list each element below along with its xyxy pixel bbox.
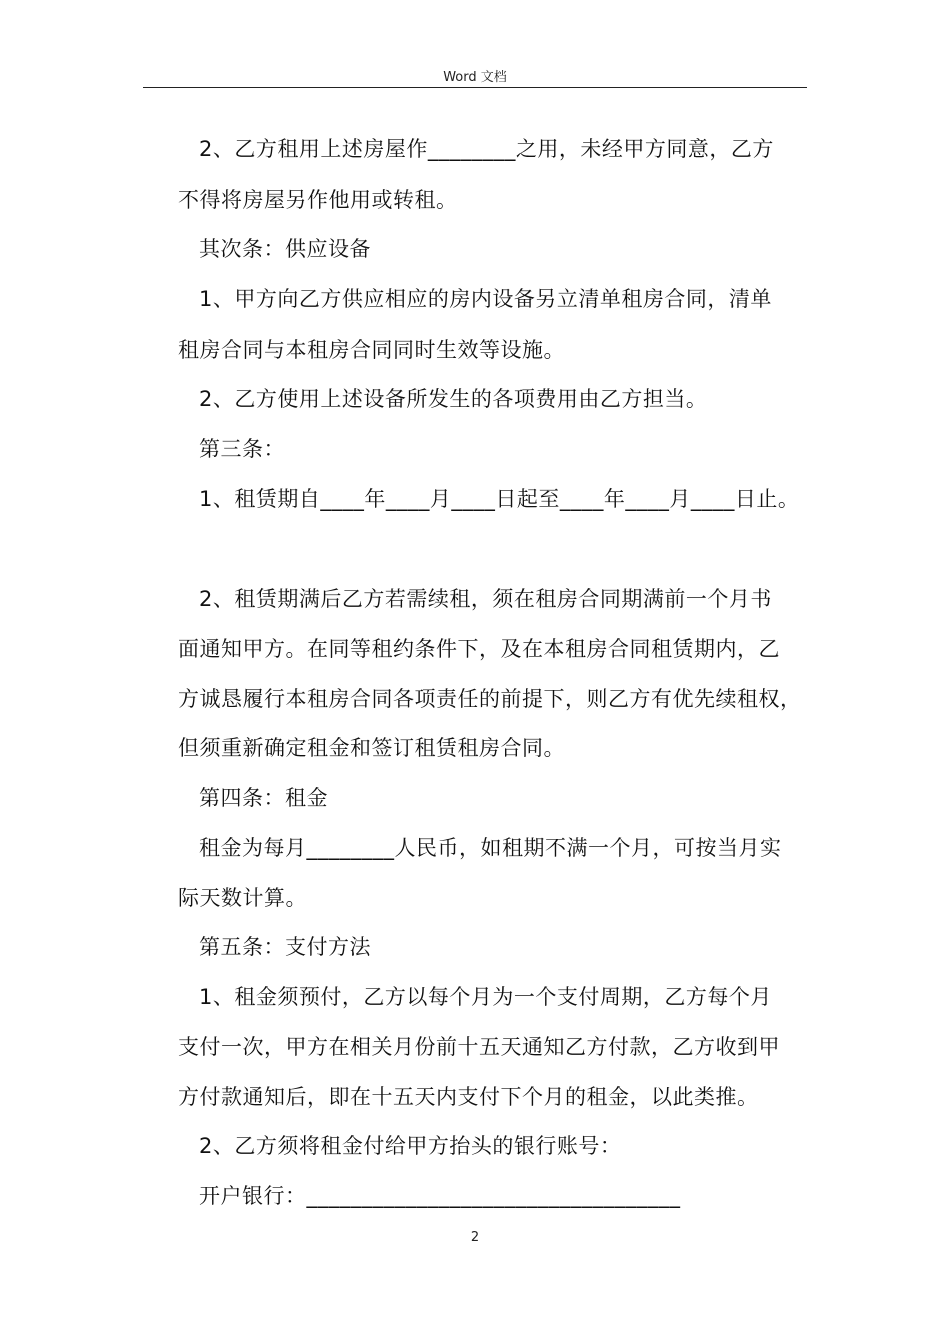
article-5-item-1-line-2: 支付一次，甲方在相关月份前十五天通知乙方付款，乙方收到甲 xyxy=(178,1035,780,1059)
article-3-item-2-line-1: 2、租赁期满后乙方若需续租，须在租房合同期满前一个月书 xyxy=(199,587,772,611)
article-5-item-2: 2、乙方须将租金付给甲方抬头的银行账号： xyxy=(199,1134,622,1158)
page-number: 2 xyxy=(470,1230,480,1245)
article-2-item-1-line-2: 租房合同与本租房合同同时生效等设施。 xyxy=(178,338,565,362)
article-4-heading: 第四条：租金 xyxy=(199,786,328,810)
article-5-item-1-line-3: 方付款通知后，即在十五天内支付下个月的租金，以此类推。 xyxy=(178,1085,759,1109)
article-2-item-2: 2、乙方使用上述设备所发生的各项费用由乙方担当。 xyxy=(199,387,708,411)
article-2-heading: 其次条：供应设备 xyxy=(199,237,371,261)
article-2-item-1-line-1: 1、甲方向乙方供应相应的房内设备另立清单租房合同，清单 xyxy=(199,287,772,311)
article-3-item-2-line-3: 方诚恳履行本租房合同各项责任的前提下，则乙方有优先续租权， xyxy=(178,687,802,711)
bank-field: 开户银行：__________________________________ xyxy=(199,1184,681,1208)
article-4-text-line-2: 际天数计算。 xyxy=(178,886,307,910)
article-5-heading: 第五条：支付方法 xyxy=(199,935,371,959)
clause-2-line-2: 不得将房屋另作他用或转租。 xyxy=(178,188,458,212)
article-5-item-1-line-1: 1、租金须预付，乙方以每个月为一个支付周期，乙方每个月 xyxy=(199,985,772,1009)
header-title: Word 文档 xyxy=(443,70,507,85)
article-3-item-1: 1、租赁期自____年____月____日起至____年____月____日止。 xyxy=(199,487,800,511)
article-3-item-2-line-2: 面通知甲方。在同等租约条件下，及在本租房合同租赁期内，乙 xyxy=(178,637,780,661)
header-rule xyxy=(143,87,807,88)
article-4-text-line-1: 租金为每月________人民币，如租期不满一个月，可按当月实 xyxy=(199,836,782,860)
article-3-item-2-line-4: 但须重新确定租金和签订租赁租房合同。 xyxy=(178,736,565,760)
article-3-heading: 第三条： xyxy=(199,437,285,461)
clause-2-line-1: 2、乙方租用上述房屋作________之用，未经甲方同意，乙方 xyxy=(199,137,774,161)
